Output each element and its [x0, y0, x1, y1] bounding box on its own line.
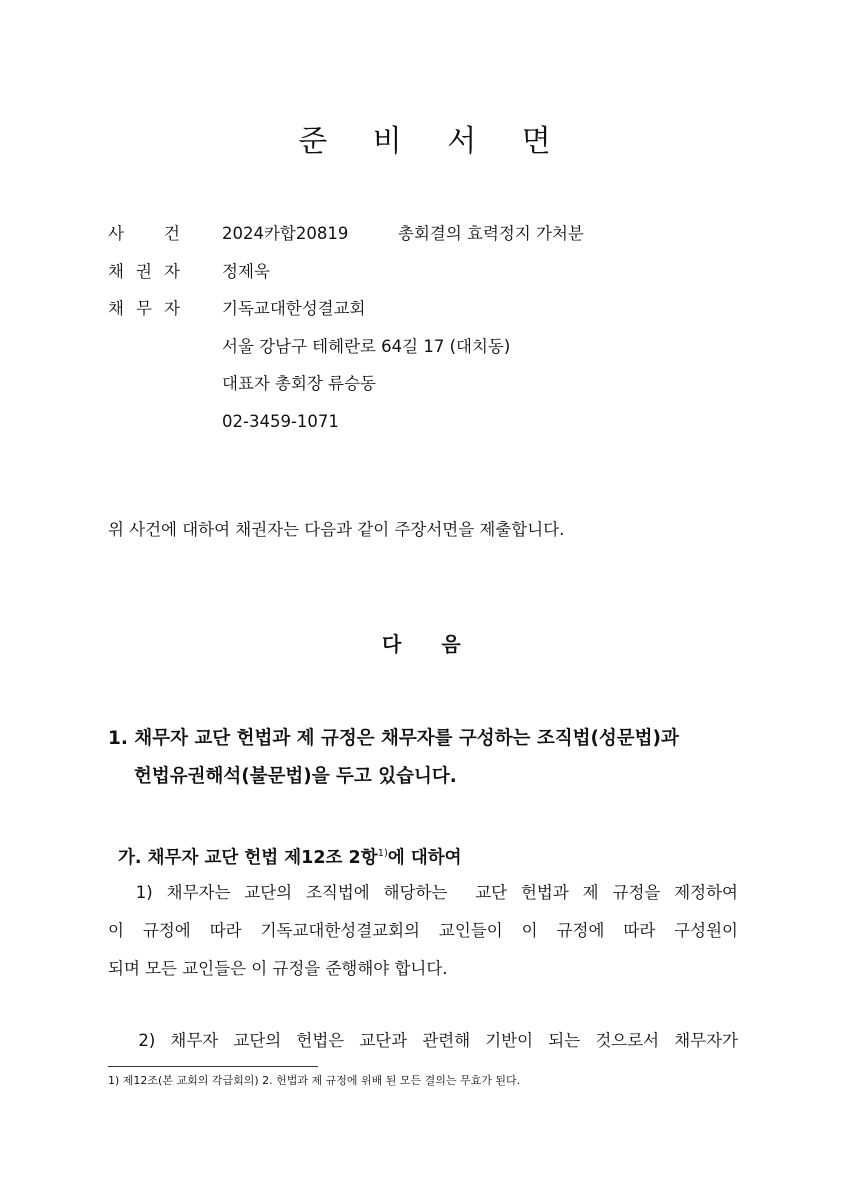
case-number: 2024카합20819: [222, 224, 349, 243]
sub-heading: [118, 840, 462, 872]
paragraph-2-line-1: 2) 채무자 교단의 헌법은 교단과 관련해 기반이 되는 것으로서 채무자가: [108, 1031, 738, 1050]
paragraph-1-line-3: 되며 모든 교인들은 이 규정을 준행해야 합니다.: [108, 959, 448, 978]
debtor-phone: 02-3459-1071: [222, 411, 339, 431]
heading-1-line-1: 1. 채무자 교단 헌법과 제 규정은 채무자를 구성하는 조직법(성문법)과: [108, 728, 679, 749]
paragraph-1: [108, 874, 738, 988]
debtor-label: 채 무 자: [108, 299, 180, 318]
footnote-divider: [108, 1066, 318, 1067]
heading-1-line-2: 헌법유권해석(불문법)을 두고 있습니다.: [134, 766, 457, 787]
sub-heading-text: 가. 채무자 교단 헌법 제12조 2항: [118, 848, 378, 868]
paragraph-2: [108, 1022, 738, 1060]
debtor-name: 기독교대한성결교회: [222, 299, 366, 318]
footnote-reference[interactable]: 1): [377, 848, 388, 859]
paragraph-1-line-1: 1) 채무자는 교단의 조직법에 해당하는 교단 헌법과 제 규정을 제정하여: [108, 883, 738, 902]
case-label: 사 건: [108, 224, 180, 243]
sub-heading-suffix: 에 대하여: [387, 848, 462, 868]
intro-sentence: 위 사건에 대하여 채권자는 다음과 같이 주장서면을 제출합니다.: [108, 520, 565, 539]
footnote: 1) 제12조(본 교회의 각급회의) 2. 헌법과 제 규정에 위배 된 모든 결의는 무효가 된다.: [108, 1074, 521, 1087]
debtor-representative: 대표자 총회장 류승동: [222, 374, 376, 393]
case-name: 총회결의 효력정지 가처분: [398, 224, 584, 243]
section-header: 다음: [382, 632, 501, 656]
case-value: [222, 220, 584, 248]
debtor-address: 서울 강남구 테헤란로 64길 17 (대치동): [222, 336, 511, 356]
heading-1: [108, 720, 748, 796]
document-title: 준 비 서 면: [298, 124, 569, 159]
creditor-name: 정제욱: [222, 261, 270, 281]
paragraph-1-line-2: 이 규정에 따라 기독교대한성결교회의 교인들이 이 규정에 따라 구성원이: [108, 921, 738, 940]
creditor-label: 채 권 자: [108, 261, 180, 281]
